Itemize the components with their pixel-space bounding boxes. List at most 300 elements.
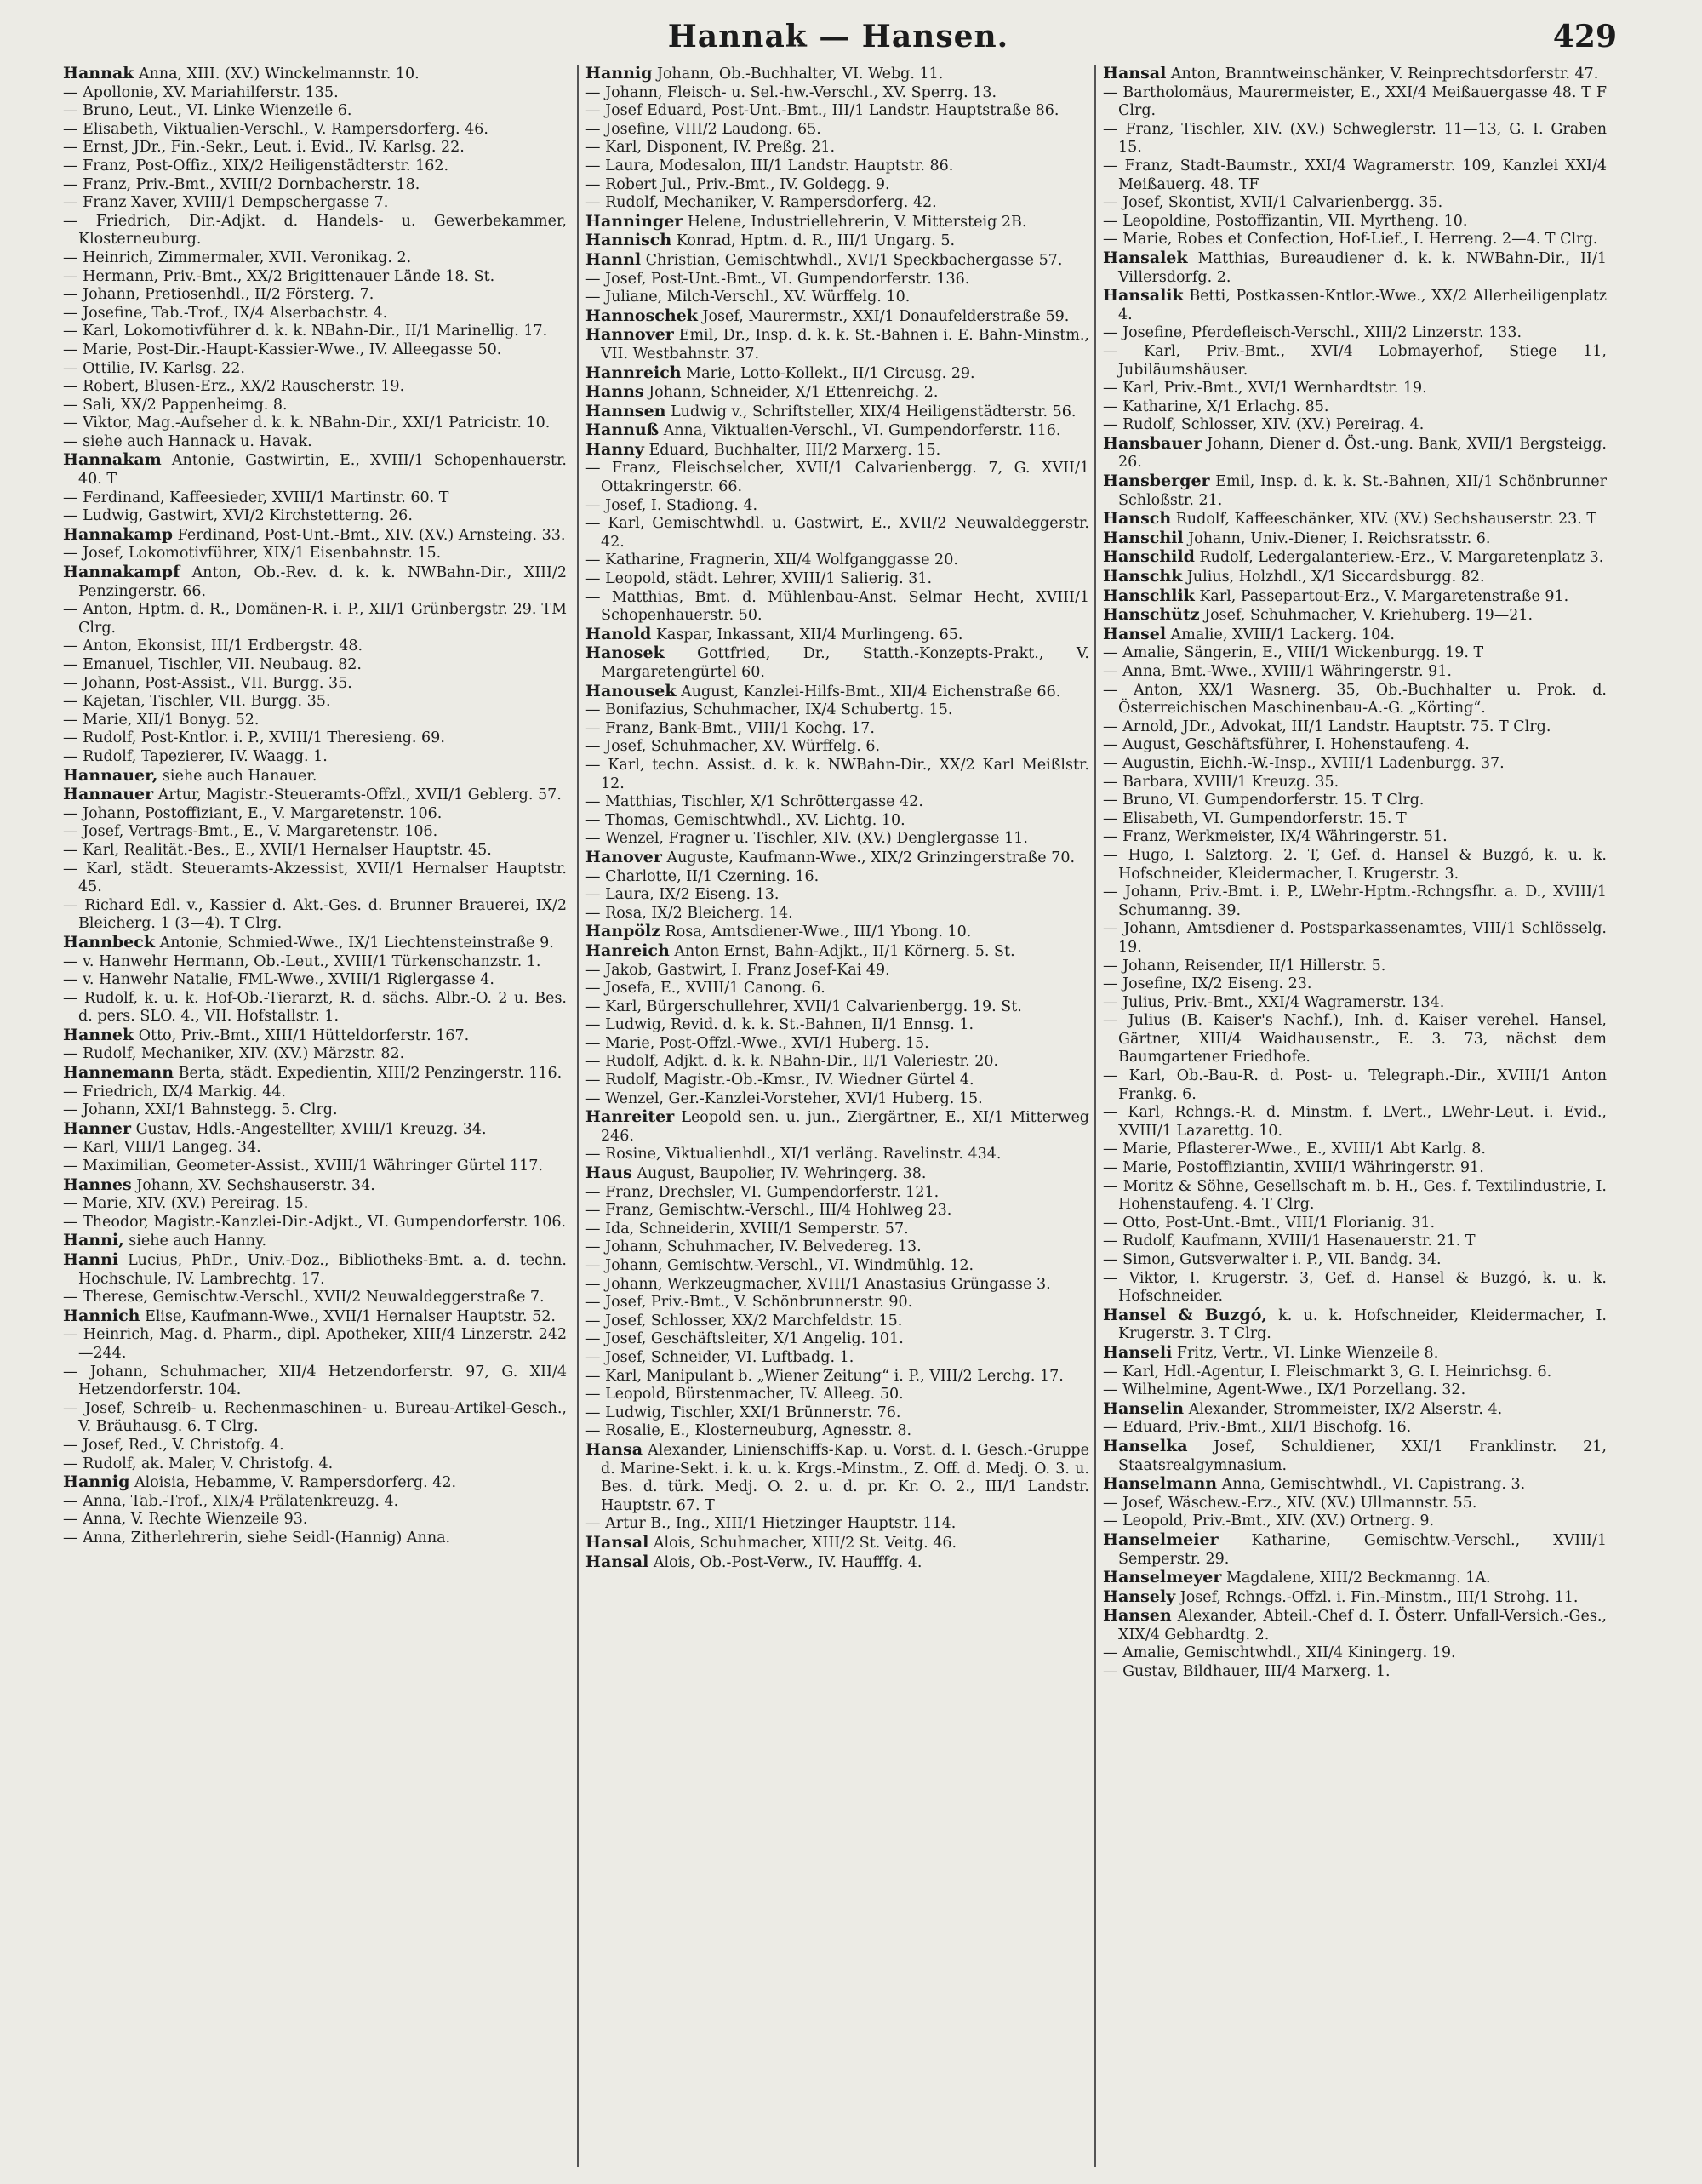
- entry-text: Anna, Viktualien-Verschl., VI. Gumpendorferstr. 116.: [659, 422, 1061, 440]
- directory-entry: [585, 923, 1089, 942]
- entry-text: — Karl, Manipulant b. „Wiener Zeitung“ i. P., VIII/2 Lerchg. 17.: [585, 1367, 1064, 1385]
- directory-entry: [63, 897, 567, 934]
- surname: Hannemann: [63, 1063, 174, 1083]
- directory-entry: [1103, 213, 1607, 232]
- entry-text: — Josef, Lokomotivführer, XIX/1 Eisenbahnstr. 15.: [63, 545, 442, 563]
- entry-text: — Marie, Postoffiziantin, XVIII/1 Währingerstr. 91.: [1103, 1159, 1484, 1177]
- directory-entry: [1103, 810, 1607, 829]
- entry-text: — Hugo, I. Salztorg. 2. T, Gef. d. Hansel & Buzgó, k. u. k. Hofschneider, Kleidermacher, I. Krugerstr. 3.: [1103, 846, 1607, 883]
- entry-text: Elise, Kaufmann-Wwe., XVII/1 Hernalser Hauptstr. 52.: [140, 1307, 556, 1325]
- directory-entry: [1103, 1512, 1607, 1531]
- entry-text: — Matthias, Tischler, X/1 Schröttergasse 42.: [585, 793, 923, 811]
- entry-text: — Johann, XXI/1 Bahnstegg. 5. Clrg.: [63, 1101, 338, 1119]
- directory-entry: [585, 1515, 1089, 1534]
- surname: Hannak: [63, 65, 134, 83]
- surname: Hansa: [585, 1439, 643, 1459]
- entry-text: — Viktor, Mag.-Aufseher d. k. k. NBahn-Dir., XXI/1 Patricistr. 10.: [63, 415, 551, 432]
- directory-entry: [585, 1238, 1089, 1257]
- directory-entry: [1103, 568, 1607, 587]
- directory-entry: [63, 1400, 567, 1437]
- directory-entry: [1103, 755, 1607, 774]
- directory-entry: [63, 637, 567, 656]
- surname: Hannover: [585, 325, 674, 345]
- directory-entry: [585, 176, 1089, 195]
- entry-text: — Bonifazius, Schuhmacher, IX/4 Schubertg. 15.: [585, 701, 953, 719]
- entry-text: — Josefa, E., XVIII/1 Canong. 6.: [585, 980, 825, 998]
- entry-text: — Karl, Priv.-Bmt., XVI/4 Lobmayerhof, Stiege 11, Jubiläumshäuser.: [1103, 342, 1607, 379]
- entry-text: — Josef, Schneider, VI. Luftbadg. 1.: [585, 1348, 854, 1366]
- entry-text: — Ludwig, Revid. d. k. k. St.-Bahnen, II/1 Ennsg. 1.: [585, 1016, 974, 1034]
- directory-entry: [585, 1553, 1089, 1573]
- directory-entry: [585, 998, 1089, 1017]
- directory-entry: [63, 990, 567, 1026]
- entry-text: — Anna, Tab.-Trof., XIX/4 Prälatenkreuzg. 4.: [63, 1492, 399, 1510]
- surname: Hannek: [63, 1025, 134, 1044]
- entry-text: — Karl, städt. Steueramts-Akzessist, XVII/1 Hernalser Hauptstr. 45.: [63, 860, 567, 896]
- entry-text: — Josef, Skontist, XVII/1 Calvarienbergg. 35.: [1103, 194, 1443, 212]
- directory-entry: [1103, 416, 1607, 435]
- entry-text: Katharine, Gemischtw.-Verschl., XVIII/1 Semperstr. 29.: [1118, 1531, 1607, 1568]
- directory-entry: [63, 1139, 567, 1158]
- entry-text: August, Kanzlei-Hilfs-Bmt., XII/4 Eichenstraße 66.: [676, 683, 1061, 700]
- entry-text: — Leopold, städt. Lehrer, XVIII/1 Salierig. 31.: [585, 570, 933, 588]
- directory-entry: [1103, 529, 1607, 549]
- directory-entry: [1103, 231, 1607, 249]
- directory-entry: [585, 1108, 1089, 1146]
- surname: Hanschütz: [1103, 605, 1200, 625]
- directory-entry: [1103, 994, 1607, 1013]
- entry-text: Emil, Dr., Insp. d. k. k. St.-Bahnen i. E. Bahn-Minstm., VII. Westbahnstr. 37.: [601, 327, 1089, 363]
- directory-entry: [63, 1473, 567, 1493]
- directory-entry: [585, 1053, 1089, 1072]
- directory-entry: [585, 980, 1089, 998]
- entry-text: Josef, Schuldiener, XXI/1 Franklinstr. 21, Staatsrealgymnasium.: [1118, 1438, 1607, 1474]
- directory-entry: [585, 1441, 1089, 1515]
- directory-entry: [585, 1386, 1089, 1404]
- surname: Hannig: [63, 1472, 130, 1492]
- directory-entry: [63, 842, 567, 860]
- directory-entry: [1103, 548, 1607, 568]
- directory-entry: [63, 102, 567, 121]
- entry-text: Karl, Passepartout-Erz., V. Margaretenstraße 91.: [1194, 587, 1569, 605]
- entry-text: — Johann, Pretiosenhdl., II/2 Försterg. 7.: [63, 286, 374, 304]
- surname: Hansel & Buzgó,: [1103, 1305, 1267, 1324]
- surname: Hanni: [63, 1250, 119, 1269]
- entry-text: Alois, Ob.-Post-Verw., IV. Haufffg. 4.: [648, 1553, 922, 1571]
- directory-entry: [63, 121, 567, 140]
- entry-text: — Josef, Schreib- u. Rechenmaschinen- u. Bureau-Artikel-Gesch., V. Bräuhausg. 6. T Clrg.: [63, 1399, 567, 1436]
- entry-text: — Franz, Fleischselcher, XVII/1 Calvarienbergg. 7, G. XVII/1 Ottakringerstr. 66.: [585, 460, 1089, 496]
- directory-entry: [585, 1276, 1089, 1295]
- page-header: [60, 15, 1617, 58]
- entry-text: — Viktor, I. Krugerstr. 3, Gef. d. Hansel & Buzgó, k. u. k. Hofschneider.: [1103, 1269, 1607, 1306]
- surname: Hanselmeyer: [1103, 1568, 1222, 1587]
- directory-entry: [585, 139, 1089, 157]
- directory-entry: [585, 1035, 1089, 1054]
- directory-entry: [63, 305, 567, 323]
- entry-text: — Wenzel, Fragner u. Tischler, XIV. (XV.) Denglergasse 11.: [585, 830, 1028, 848]
- directory-entry: [63, 65, 567, 84]
- surname: Hansal: [585, 1532, 649, 1552]
- entry-text: k. u. k. Hofschneider, Kleidermacher, I. Krugerstr. 3. T Clrg.: [1118, 1306, 1607, 1343]
- entry-text: — Bruno, Leut., VI. Linke Wienzeile 6.: [63, 102, 352, 120]
- entry-text: — Simon, Gutsverwalter i. P., VII. Bandg. 34.: [1103, 1251, 1442, 1268]
- directory-entry: [585, 738, 1089, 757]
- entry-text: — Maximilian, Geometer-Assist., XVIII/1 Währinger Gürtel 117.: [63, 1158, 543, 1175]
- directory-entry: [1103, 398, 1607, 417]
- entry-text: Lucius, PhDr., Univ.-Doz., Bibliotheks-Bmt. a. d. techn. Hochschule, IV. Lambrechtg. 17.: [78, 1252, 567, 1288]
- surname: Hansal: [1103, 65, 1167, 83]
- directory-entry: [585, 1534, 1089, 1553]
- entry-text: Berta, städt. Expedientin, XIII/2 Penzingerstr. 116.: [174, 1065, 563, 1083]
- surname: Hannig: [585, 65, 653, 83]
- entry-text: — Elisabeth, VI. Gumpendorferstr. 15. T: [1103, 809, 1407, 827]
- surname: Hannauer,: [63, 765, 158, 785]
- directory-entry: [63, 1176, 567, 1196]
- entry-text: — Ernst, JDr., Fin.-Sekr., Leut. i. Evid., IV. Karlsg. 22.: [63, 139, 465, 157]
- entry-text: — Rudolf, k. u. k. Hof-Ob.-Tierarzt, R. d. sächs. Albr.-O. 2 u. Bes. d. pers. SLO. 4., VII. Hofstallstr. 1.: [63, 989, 567, 1026]
- surname: Hanousek: [585, 681, 677, 700]
- surname: Hannsen: [585, 401, 666, 420]
- directory-entry: [1103, 587, 1607, 607]
- directory-entry: [1103, 1588, 1607, 1608]
- entry-text: — Josef, Wäschew.-Erz., XIV. (XV.) Ullmannstr. 55.: [1103, 1494, 1477, 1512]
- entry-text: — Amalie, Sängerin, E., VIII/1 Wickenburgg. 19. T: [1103, 644, 1484, 662]
- entry-text: — Rudolf, ak. Maler, V. Christofg. 4.: [63, 1455, 334, 1472]
- directory-entry: [1103, 920, 1607, 957]
- directory-column-1: [63, 65, 567, 2167]
- directory-entry: [1103, 606, 1607, 626]
- surname: Hanpölz: [585, 922, 661, 941]
- directory-entry: [585, 403, 1089, 422]
- entry-text: — Anna, Bmt.-Wwe., XVIII/1 Währingerstr. 91.: [1103, 663, 1452, 680]
- directory-entry: [1103, 1531, 1607, 1569]
- entry-text: — Matthias, Bmt. d. Mühlenbau-Anst. Selmar Hecht, XVIII/1 Schopenhauerstr. 50.: [585, 588, 1089, 625]
- entry-text: — Johann, Postoffiziant, E., V. Margaretenstr. 106.: [63, 804, 443, 822]
- directory-entry: [63, 360, 567, 379]
- entry-text: — Karl, Ob.-Bau-R. d. Post- u. Telegraph.-Dir., XVIII/1 Anton Frankg. 6.: [1103, 1067, 1607, 1103]
- entry-text: — Arnold, JDr., Advokat, III/1 Landstr. Hauptstr. 75. T Clrg.: [1103, 718, 1551, 735]
- entry-text: Anna, XIII. (XV.) Winckelmannstr. 10.: [134, 66, 420, 83]
- directory-entry: [585, 1349, 1089, 1368]
- directory-entry: [63, 286, 567, 305]
- entry-text: — August, Geschäftsführer, I. Hohenstaufeng. 4.: [1103, 736, 1470, 754]
- entry-text: — Friedrich, Dir.-Adjkt. d. Handels- u. Gewerbekammer, Klosterneuburg.: [63, 212, 567, 249]
- surname: Hanosek: [585, 643, 665, 663]
- entry-text: — Amalie, Gemischtwhdl., XII/4 Kiningerg. 19.: [1103, 1644, 1456, 1662]
- directory-entry: [63, 860, 567, 897]
- entry-text: Josef, Schuhmacher, V. Kriehuberg. 19—21.: [1199, 607, 1534, 625]
- entry-text: — Rosalie, E., Klosterneuburg, Agnesstr. 8.: [585, 1422, 912, 1440]
- directory-entry: [585, 793, 1089, 812]
- directory-entry: [63, 1364, 567, 1400]
- entry-text: — Josef, I. Stadiong. 4.: [585, 496, 758, 514]
- surname: Hannakampf: [63, 563, 180, 582]
- directory-entry: [63, 194, 567, 213]
- entry-text: — Ludwig, Gastwirt, XVI/2 Kirchstetterng. 26.: [63, 507, 413, 525]
- surname: Hanschk: [1103, 567, 1183, 586]
- entry-text: — Josef, Post-Unt.-Bmt., VI. Gumpendorferstr. 136.: [585, 270, 970, 288]
- entry-text: — Sali, XX/2 Pappenheimg. 8.: [63, 396, 288, 414]
- entry-text: — Marie, Post-Offzl.-Wwe., XVI/1 Huberg. 15.: [585, 1034, 929, 1052]
- entry-text: — Josef, Red., V. Christofg. 4.: [63, 1436, 284, 1454]
- entry-text: Matthias, Bureaudiener d. k. k. NWBahn-Dir., II/1 Villersdorfg. 2.: [1118, 249, 1607, 286]
- entry-text: Aloisia, Hebamme, V. Rampersdorferg. 42.: [129, 1474, 457, 1492]
- directory-entry: [63, 1455, 567, 1474]
- entry-text: — Franz, Post-Offiz., XIX/2 Heiligenstädterstr. 162.: [63, 157, 449, 174]
- directory-entry: [63, 1026, 567, 1046]
- surname: Haus: [585, 1163, 632, 1183]
- directory-entry: [585, 962, 1089, 981]
- directory-entry: [63, 1307, 567, 1327]
- surname: Hanninger: [585, 211, 683, 231]
- entry-text: — Marie, XIV. (XV.) Pereirag. 15.: [63, 1195, 309, 1213]
- entry-text: — Juliane, Milch-Verschl., XV. Würffelg. 10.: [585, 289, 911, 306]
- directory-entry: [585, 720, 1089, 739]
- directory-entry: [585, 515, 1089, 552]
- directory-entry: [1103, 1215, 1607, 1233]
- surname: Hannreich: [585, 363, 682, 382]
- directory-entry: [1103, 847, 1607, 883]
- entry-text: Antonie, Schmied-Wwe., IX/1 Liechtensteinstraße 9.: [155, 934, 554, 952]
- entry-text: — Rudolf, Mechaniker, XIV. (XV.) Märzstr. 82.: [63, 1045, 405, 1063]
- directory-entry: [63, 268, 567, 287]
- directory-entry: [1103, 1495, 1607, 1513]
- entry-text: — Julius (B. Kaiser's Nachf.), Inh. d. Kaiser verehel. Hansel, Gärtner, XIII/4 Waidhausenstr., E. 3. 73, nächst dem Baumgartener Friedhofe.: [1103, 1012, 1607, 1066]
- entry-text: — Therese, Gemischtw.-Verschl., XVII/2 Neuwaldeggerstraße 7.: [63, 1289, 545, 1306]
- directory-entry: [585, 460, 1089, 496]
- directory-entry: [63, 433, 567, 452]
- entry-text: — Ida, Schneiderin, XVIII/1 Semperstr. 57.: [585, 1220, 909, 1238]
- entry-text: — Robert, Blusen-Erz., XX/2 Rauscherstr. 19.: [63, 378, 405, 396]
- directory-entry: [63, 378, 567, 397]
- directory-entry: [63, 341, 567, 360]
- page-number: 429: [1552, 19, 1617, 54]
- entry-text: Johann, Univ.-Diener, I. Reichsratsstr. 6.: [1183, 529, 1491, 547]
- directory-entry: [585, 1257, 1089, 1276]
- entry-text: — Rudolf, Post-Kntlor. i. P., XVIII/1 Theresieng. 69.: [63, 729, 445, 747]
- entry-text: — Franz, Stadt-Baumstr., XXI/4 Wagramerstr. 109, Kanzlei XXI/4 Meißauerg. 48. TF: [1103, 157, 1607, 193]
- surname: Hannl: [585, 249, 642, 269]
- entry-text: Betti, Postkassen-Kntlor.-Wwe., XX/2 Allerheiligenplatz 4.: [1118, 288, 1607, 323]
- surname: Hanny: [585, 439, 644, 459]
- directory-entry: [63, 1289, 567, 1307]
- directory-entry: [1103, 1012, 1607, 1067]
- directory-entry: [585, 383, 1089, 403]
- directory-entry: [63, 767, 567, 786]
- directory-entry: [1103, 644, 1607, 663]
- directory-entry: [585, 421, 1089, 441]
- directory-entry: [1103, 1438, 1607, 1475]
- directory-entry: [1103, 343, 1607, 380]
- directory-entry: [585, 552, 1089, 570]
- directory-entry: [63, 971, 567, 990]
- surname: Hannich: [63, 1306, 140, 1325]
- entry-text: Johann, Ob.-Buchhalter, VI. Webg. 11.: [652, 66, 944, 83]
- entry-text: — Johann, Post-Assist., VII. Burgg. 35.: [63, 674, 352, 692]
- entry-text: — Josefine, Tab.-Trof., IX/4 Alserbachstr. 4.: [63, 304, 388, 322]
- surname: Hanner: [63, 1118, 131, 1138]
- directory-entry: [585, 589, 1089, 626]
- directory-entry: [63, 1437, 567, 1455]
- directory-entry: [63, 805, 567, 824]
- entry-text: — Franz, Tischler, XIV. (XV.) Schweglerstr. 11—13, G. I. Graben 15.: [1103, 120, 1607, 157]
- entry-text: — Franz, Priv.-Bmt., XVIII/2 Dornbacherstr. 18.: [63, 175, 420, 193]
- entry-text: Gottfried, Dr., Statth.-Konzepts-Prakt., V. Margaretengürtel 60.: [601, 645, 1089, 681]
- entry-text: — Wenzel, Ger.-Kanzlei-Vorsteher, XVI/1 Huberg. 15.: [585, 1089, 983, 1107]
- directory-entry: [63, 953, 567, 972]
- directory-entry: [63, 1214, 567, 1232]
- entry-text: — Johann, Fleisch- u. Sel.-hw.-Verschl., XV. Sperrg. 13.: [585, 83, 997, 101]
- entry-text: — Karl, techn. Assist. d. k. k. NWBahn-Dir., XX/2 Karl Meißlstr. 12.: [585, 756, 1089, 792]
- directory-entry: [1103, 1364, 1607, 1382]
- surname: Hanni,: [63, 1231, 124, 1250]
- directory-entry: [585, 232, 1089, 251]
- directory-entry: [585, 1146, 1089, 1164]
- directory-entry: [585, 497, 1089, 516]
- entry-text: Christian, Gemischtwhdl., XVI/1 Speckbachergasse 57.: [641, 251, 1063, 269]
- entry-text: — Karl, Bürgerschullehrer, XVII/1 Calvarienbergg. 19. St.: [585, 998, 1022, 1015]
- surname: Hanschil: [1103, 528, 1184, 547]
- entry-text: — Josefine, VIII/2 Laudong. 65.: [585, 120, 821, 138]
- entry-text: Helene, Industriellehrerin, V. Mittersteig 2B.: [683, 213, 1027, 231]
- directory-entry: [63, 507, 567, 526]
- entry-text: — Julius, Priv.-Bmt., XXI/4 Wagramerstr. 134.: [1103, 993, 1445, 1011]
- directory-entry: [585, 886, 1089, 905]
- directory-entry: [585, 757, 1089, 793]
- directory-entry: [585, 1221, 1089, 1239]
- entry-text: — Elisabeth, Viktualien-Verschl., V. Rampersdorferg. 46.: [63, 120, 488, 138]
- directory-entry: [63, 1232, 567, 1251]
- directory-entry: [585, 683, 1089, 702]
- directory-entry: [63, 249, 567, 268]
- directory-entry: [1103, 1569, 1607, 1588]
- directory-entry: [1103, 1381, 1607, 1400]
- entry-text: — Laura, Modesalon, III/1 Landstr. Hauptstr. 86.: [585, 157, 954, 174]
- directory-entry: [63, 397, 567, 415]
- entry-text: Rudolf, Ledergalanteriew.-Erz., V. Margaretenplatz 3.: [1194, 549, 1604, 567]
- entry-text: — Ferdinand, Kaffeesieder, XVIII/1 Martinstr. 60. T: [63, 489, 449, 506]
- entry-text: Alexander, Strommeister, IX/2 Alserstr. 4.: [1184, 1400, 1503, 1418]
- directory-entry: [63, 1326, 567, 1363]
- directory-entry: [585, 1330, 1089, 1349]
- entry-text: — Bartholomäus, Maurermeister, E., XXI/4 Meißauergasse 48. T F Clrg.: [1103, 83, 1607, 120]
- directory-entry: [63, 1511, 567, 1529]
- entry-text: Alexander, Linienschiffs-Kap. u. Vorst. d. I. Gesch.-Gruppe d. Marine-Sekt. i. k. u. k. Krgs.-Minstm., Z. Off. d. Medj. O. 3. u. Bes. d. türk. Medj. O. 2. u. d. pr. Kr. O. 2., III/1 Landstr. Hauptstr. 67. T: [601, 1441, 1089, 1514]
- entry-text: — Johann, Reisender, II/1 Hillerstr. 5.: [1103, 957, 1386, 975]
- directory-entry: [585, 1404, 1089, 1423]
- directory-entry: [63, 1195, 567, 1214]
- entry-text: Anton Ernst, Bahn-Adjkt., II/1 Körnerg. 5. St.: [669, 942, 1015, 960]
- entry-text: Otto, Priv.-Bmt., XIII/1 Hütteldorferstr. 167.: [134, 1026, 470, 1044]
- directory-entry: [585, 868, 1089, 887]
- directory-entry: [585, 251, 1089, 271]
- directory-entry: [585, 194, 1089, 213]
- entry-text: — Friedrich, IX/4 Markig. 44.: [63, 1083, 286, 1101]
- directory-entry: [585, 1184, 1089, 1203]
- page-title: Hannak — Hansen.: [667, 19, 1009, 54]
- entry-text: — Johann, Amtsdiener d. Postsparkassenamtes, VIII/1 Schlösselg. 19.: [1103, 920, 1607, 956]
- entry-text: — v. Hanwehr Hermann, Ob.-Leut., XVIII/1 Türkenschanzstr. 1.: [63, 952, 541, 970]
- entry-text: Rudolf, Kaffeeschänker, XIV. (XV.) Sechshauserstr. 23. T: [1171, 511, 1597, 529]
- entry-text: — Anton, Ekonsist, III/1 Erdbergstr. 48.: [63, 637, 363, 655]
- directory-entry: [1103, 663, 1607, 682]
- entry-text: — Richard Edl. v., Kassier d. Akt.-Ges. d. Brunner Brauerei, IX/2 Bleicherg. 1 (3—4). T Clrg.: [63, 896, 567, 933]
- directory-entry: [63, 1045, 567, 1064]
- directory-entry: [63, 489, 567, 508]
- directory-entry: [1103, 792, 1607, 810]
- directory-entry: [1103, 774, 1607, 792]
- directory-entry: [63, 786, 567, 805]
- entry-text: — Heinrich, Mag. d. Pharm., dipl. Apotheker, XIII/4 Linzerstr. 242—244.: [63, 1326, 567, 1362]
- surname: Hanns: [585, 382, 644, 402]
- directory-entry: [585, 1294, 1089, 1312]
- entry-text: Emil, Insp. d. k. k. St.-Bahnen, XII/1 Schönbrunner Schloßstr. 21.: [1118, 473, 1607, 509]
- directory-entry: [585, 102, 1089, 121]
- directory-entry: [63, 139, 567, 157]
- directory-entry: [1103, 958, 1607, 976]
- entry-text: — Karl, Lokomotivführer d. k. k. NBahn-Dir., II/1 Marinellig. 17.: [63, 323, 548, 340]
- entry-text: Auguste, Kaufmann-Wwe., XIX/2 Grinzingerstraße 70.: [661, 849, 1076, 866]
- directory-entry: [585, 271, 1089, 289]
- entry-text: — Rudolf, Kaufmann, XVIII/1 Hasenauerstr. 21. T: [1103, 1232, 1476, 1250]
- directory-entry: [63, 84, 567, 103]
- entry-text: Antonie, Gastwirtin, E., XVIII/1 Schopenhauerstr. 40. T: [78, 452, 567, 489]
- column-rule-1: [577, 65, 579, 2167]
- entry-text: Anton, Ob.-Rev. d. k. k. NWBahn-Dir., XIII/2 Penzingerstr. 66.: [78, 564, 567, 600]
- entry-text: — Anna, V. Rechte Wienzeile 93.: [63, 1511, 308, 1529]
- directory-entry: [63, 563, 567, 601]
- entry-text: Anna, Gemischtwhdl., VI. Capistrang. 3.: [1217, 1476, 1526, 1494]
- entry-text: Gustav, Hdls.-Angestellter, XVIII/1 Kreuzg. 34.: [131, 1120, 487, 1138]
- directory-entry: [585, 849, 1089, 868]
- directory-entry: [1103, 157, 1607, 194]
- directory-entry: [1103, 1141, 1607, 1159]
- directory-entry: [585, 942, 1089, 962]
- directory-entry: [63, 1493, 567, 1512]
- entry-text: — Marie, Post-Dir.-Haupt-Kassier-Wwe., IV. Alleegasse 50.: [63, 340, 502, 358]
- directory-entry: [1103, 1663, 1607, 1682]
- directory-entry: [1103, 1270, 1607, 1306]
- directory-entry: [1103, 510, 1607, 529]
- directory-entry: [1103, 249, 1607, 287]
- entry-text: — Josefine, Pferdefleisch-Verschl., XIII/2 Linzerstr. 133.: [1103, 324, 1522, 342]
- directory-entry: [585, 1202, 1089, 1221]
- entry-text: — Rudolf, Schlosser, XIV. (XV.) Pereirag. 4.: [1103, 416, 1425, 434]
- directory-entry: [1103, 883, 1607, 920]
- directory-entry: [1103, 975, 1607, 994]
- entry-text: — Thomas, Gemischtwhdl., XV. Lichtg. 10.: [585, 811, 905, 829]
- entry-text: Johann, XV. Sechshauserstr. 34.: [131, 1176, 375, 1194]
- surname: Hansal: [585, 1552, 649, 1571]
- directory-entry: [1103, 1232, 1607, 1251]
- entry-text: Leopold sen. u. jun., Ziergärtner, E., XI/1 Mitterweg 246.: [601, 1109, 1089, 1145]
- entry-text: — Josef, Schuhmacher, XV. Würffelg. 6.: [585, 738, 881, 756]
- directory-entry: [1103, 626, 1607, 645]
- directory-entry: [63, 601, 567, 637]
- entry-text: — Ottilie, IV. Karlsg. 22.: [63, 359, 245, 377]
- entry-text: — Apollonie, XV. Mariahilferstr. 135.: [63, 83, 339, 101]
- surname: Hanreich: [585, 940, 670, 960]
- entry-text: — Rosine, Viktualienhdl., XI/1 verläng. Ravelinstr. 434.: [585, 1146, 1002, 1163]
- entry-text: — Franz, Werkmeister, IX/4 Währingerstr. 51.: [1103, 828, 1448, 846]
- entry-text: — Josef, Priv.-Bmt., V. Schönbrunnerstr. 90.: [585, 1294, 913, 1312]
- entry-text: — Katharine, Fragnerin, XII/4 Wolfganggasse 20.: [585, 552, 958, 569]
- directory-entry: [585, 213, 1089, 232]
- directory-entry: [585, 157, 1089, 176]
- directory-entry: [63, 1101, 567, 1120]
- entry-text: — Charlotte, II/1 Czerning. 16.: [585, 867, 820, 885]
